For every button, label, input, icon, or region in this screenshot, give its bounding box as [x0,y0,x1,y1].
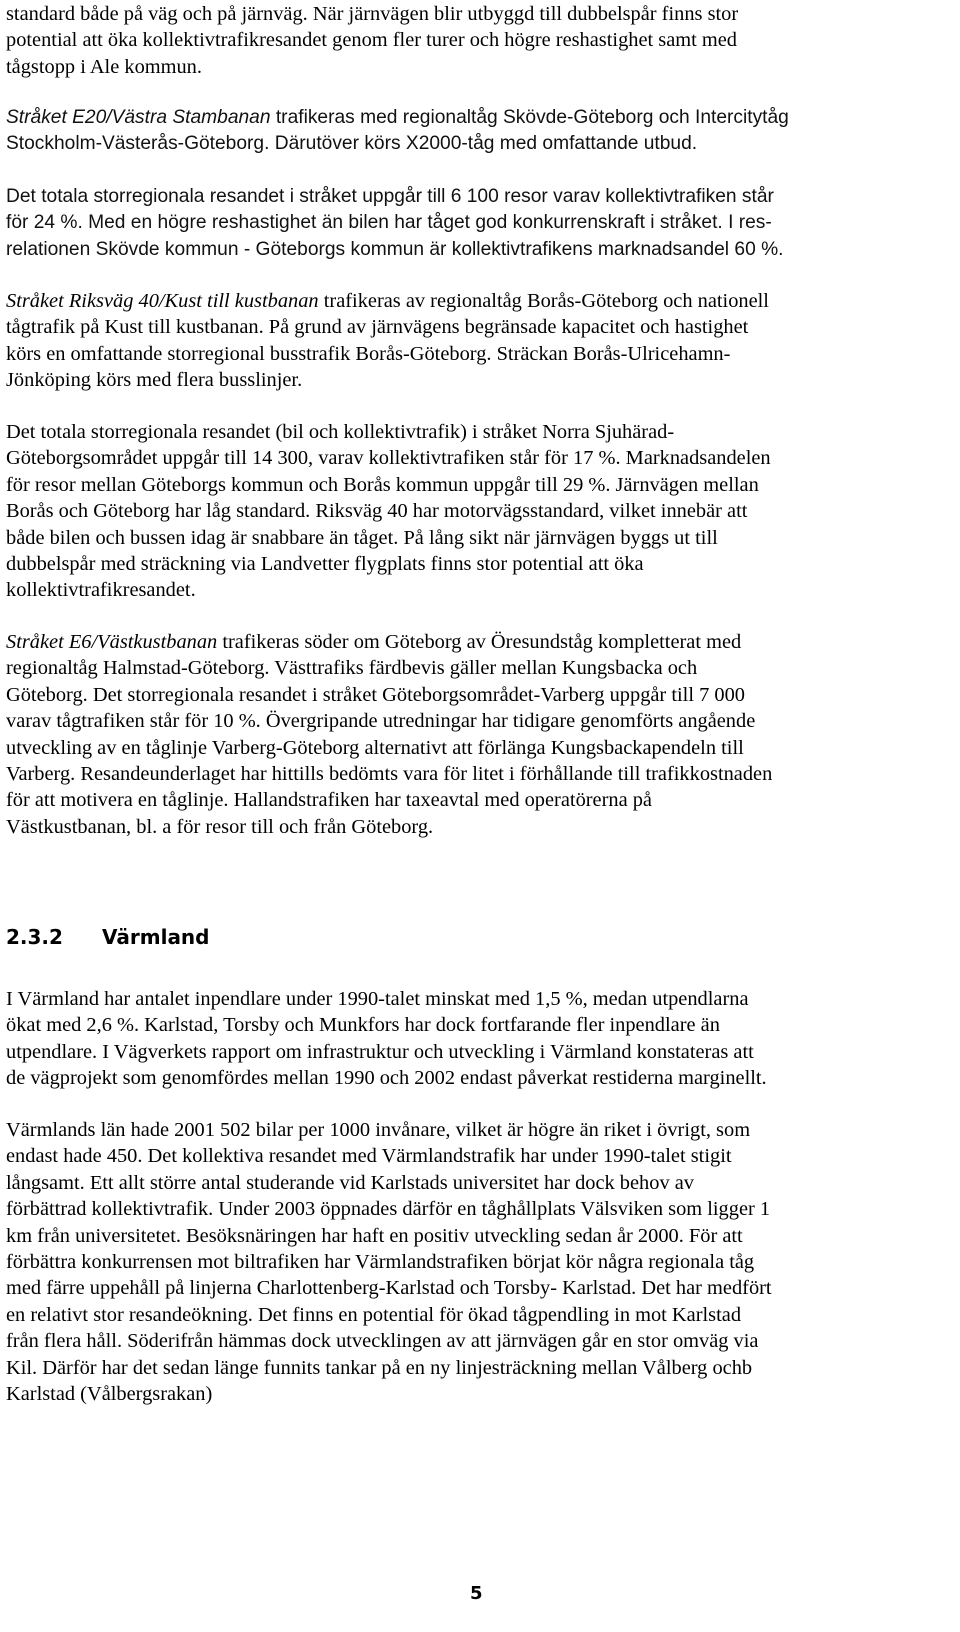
paragraph-6 [6,629,772,840]
text-line: km från universitetet. Besöksnäringen har haft en positiv utveckling sedan år 2000. För att [6,1224,743,1247]
text-line: trafikeras av regionaltåg Borås-Göteborg och nationell [318,290,769,312]
corridor-name: Stråket Riksväg 40/Kust till kustbanan [6,290,319,312]
text-line: för 24 %. Med en högre reshastighet än bilen har tåget god konkurrenskraft i stråket. I res- [6,212,772,234]
section-heading [6,925,210,949]
paragraph-4 [6,288,769,394]
text-line: en relativt stor resandeökning. Det finns en potential för ökad tågpendling in mot Karlstad [6,1303,742,1326]
text-line: endast hade 450. Det kollektiva resandet med Värmlandstrafik har under 1990-talet stigit [6,1145,732,1168]
text-line: Göteborg. Det storregionala resandet i stråket Göteborgsområdet-Varberg uppgår till 7 000 [6,683,745,706]
text-line: tågstopp i Ale kommun. [6,55,202,78]
paragraph-3 [6,184,783,263]
text-line: utveckling av en tåglinje Varberg-Göteborg alternativt att förlänga Kungsbackapendeln till [6,736,744,759]
text-line: kollektivtrafikresandet. [6,579,196,602]
paragraph-2 [6,105,789,158]
text-line: körs en omfattande storregional busstrafik Borås-Göteborg. Sträckan Borås-Ulricehamn- [6,342,731,365]
paragraph-8 [6,1117,772,1407]
paragraph-7 [6,986,767,1092]
paragraph-1 [6,1,738,80]
text-line: Göteborgsområdet uppgår till 14 300, varav kollektivtrafiken står för 17 %. Marknadsandelen [6,447,771,470]
text-line: Borås och Göteborg har låg standard. Riksväg 40 har motorvägsstandard, vilket innebär att [6,500,748,523]
text-line: ökat med 2,6 %. Karlstad, Torsby och Munkfors har dock fortfarande fler inpendlare än [6,1014,720,1037]
text-line: tågtrafik på Kust till kustbanan. På grund av järnvägens begränsade kapacitet och hastighet [6,316,749,339]
text-line: förbättra konkurrensen mot biltrafiken har Värmlandstrafiken börjat kör några regionala tåg [6,1251,755,1274]
text-line: standard både på väg och på järnväg. När järnvägen blir utbyggd till dubbelspår finns stor [6,3,739,25]
section-title: Värmland [102,925,210,949]
text-line: regionaltåg Halmstad-Göteborg. Västtrafiks färdbevis gäller mellan Kungsbacka och [6,657,698,680]
text-line: varav tågtrafiken står för 10 %. Övergripande utredningar har tidigare genomförts angående [6,710,756,733]
text-line: för att motivera en tåglinje. Hallandstrafiken har taxeavtal med operatörerna på [6,789,652,812]
section-number: 2.3.2 [6,925,63,949]
text-line: Värmlands län hade 2001 502 bilar per 1000 invånare, vilket är högre än riket i övrigt, som [6,1119,751,1141]
text-line: potential att öka kollektivtrafikresandet genom fler turer och högre reshastighet samt med [6,29,737,52]
text-line: för resor mellan Göteborgs kommun och Borås kommun uppgår till 29 %. Järnvägen mellan [6,473,759,496]
text-line: långsamt. Ett allt större antal studerande vid Karlstads universitet har dock behov av [6,1171,694,1194]
text-line: Västkustbanan, bl. a för resor till och från Göteborg. [6,815,434,838]
text-line: förbättrad kollektivtrafik. Under 2003 öppnades därför en tåghållplats Välsviken som ligger 1 [6,1198,771,1221]
text-line: Kil. Därför har det sedan länge funnits tankar på en ny linjesträckning mellan Vålberg ochb [6,1356,753,1379]
text-line: med färre uppehåll på linjerna Charlottenberg-Karlstad och Torsby- Karlstad. Det har medfört [6,1277,772,1300]
text-line: från flera håll. Söderifrån hämmas dock utvecklingen av att järnvägen går en stor omväg via [6,1330,759,1353]
text-line: trafikeras med regionaltåg Skövde-Göteborg och Intercitytåg [270,107,789,128]
text-line: trafikeras söder om Göteborg av Öresundståg kompletterat med [217,631,742,653]
paragraph-5 [6,419,771,604]
corridor-name: Stråket E20/Västra Stambanan [6,107,271,128]
corridor-name: Stråket E6/Västkustbanan [6,631,218,653]
text-line: Karlstad (Vålbergsrakan) [6,1383,213,1406]
text-line: Det totala storregionala resandet i stråket uppgår till 6 100 resor varav kollektivtrafiken står [6,186,774,207]
text-line: dubbelspår med sträckning via Landvetter flygplats finns stor potential att öka [6,553,644,576]
text-line: Stockholm-Västerås-Göteborg. Därutöver körs X2000-tåg med omfattande utbud. [6,133,698,155]
text-line: de vägprojekt som genomfördes mellan 1990 och 2002 endast påverkat restiderna marginellt. [6,1067,767,1090]
text-line: relationen Skövde kommun - Göteborgs kommun är kollektivtrafikens marknadsandel 60 %. [6,238,784,260]
text-line: Varberg. Resandeunderlaget har hittills bedömts vara för litet i förhållande till trafikkostnaden [6,763,773,786]
text-line: I Värmland har antalet inpendlare under 1990-talet minskat med 1,5 %, medan utpendlarna [6,988,749,1010]
text-line: utpendlare. I Vägverkets rapport om infrastruktur och utveckling i Värmland konstateras att [6,1040,754,1063]
text-line: Jönköping körs med flera busslinjer. [6,369,303,392]
page-number: 5 [470,1583,483,1604]
text-line: Det totala storregionala resandet (bil och kollektivtrafik) i stråket Norra Sjuhärad- [6,421,675,443]
text-line: både bilen och bussen idag är snabbare än tåget. På lång sikt när järnvägen byggs ut till [6,526,718,549]
